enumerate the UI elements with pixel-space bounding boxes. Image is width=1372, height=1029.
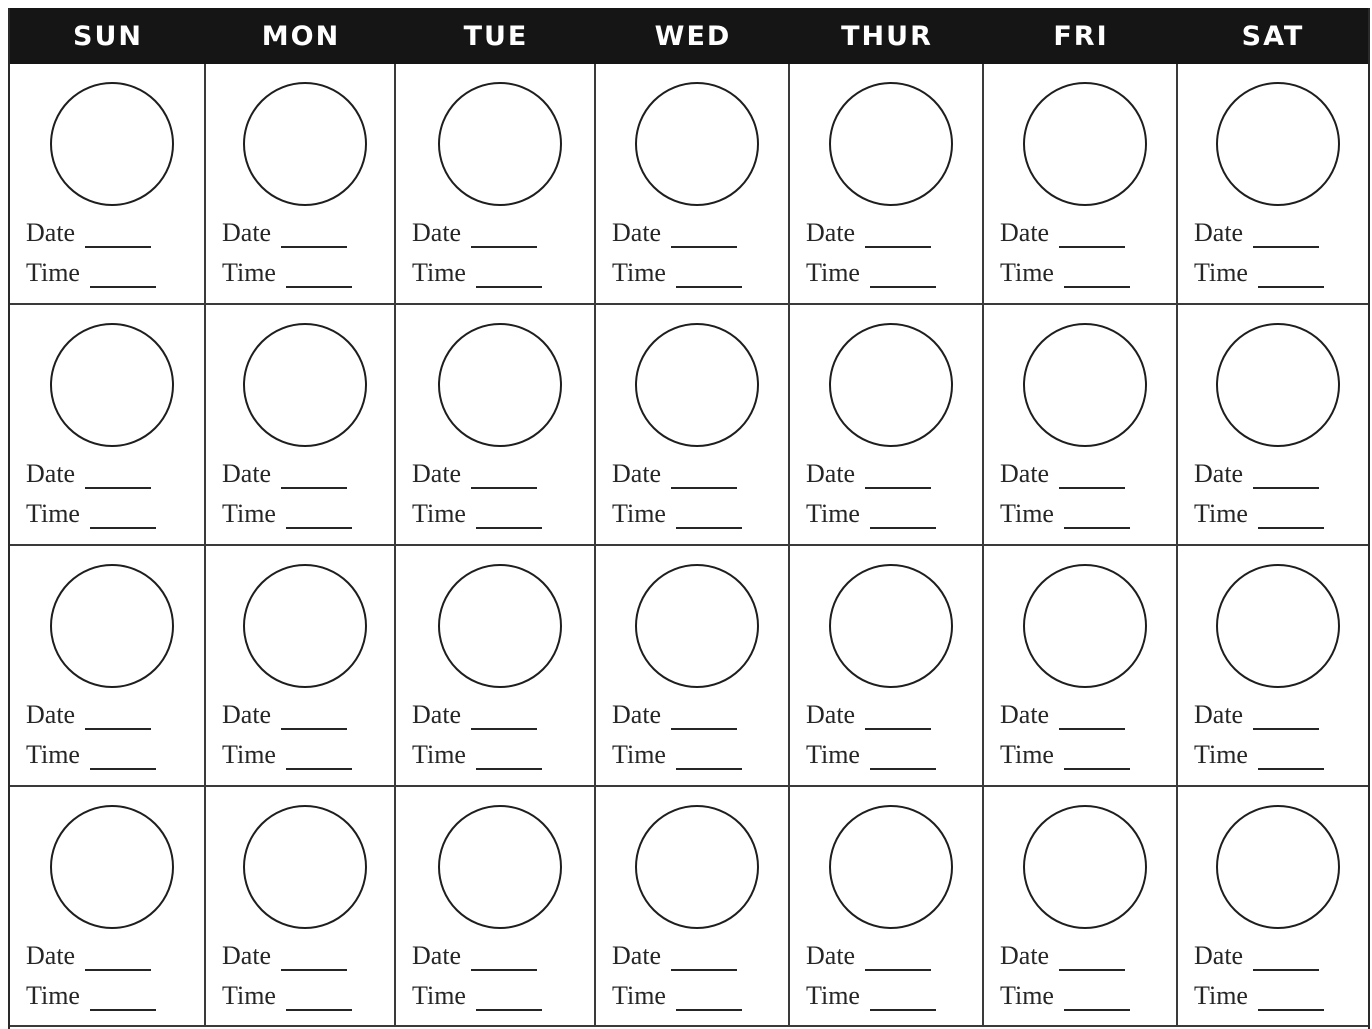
day-header-tue: TUE [463,20,529,52]
date-label: Date [412,700,462,729]
moon-circle[interactable] [50,805,174,929]
moon-circle[interactable] [1216,564,1340,688]
date-label: Date [1000,459,1050,488]
time-label: Time [412,499,466,528]
time-field [806,981,936,1011]
date-blank-line[interactable] [671,222,737,248]
moon-circle[interactable] [438,564,562,688]
date-label: Date [222,459,272,488]
time-blank-line[interactable] [676,985,742,1011]
time-label: Time [222,258,276,287]
moon-circle[interactable] [1023,82,1147,206]
time-field [1000,740,1130,770]
time-field [26,499,156,529]
time-blank-line[interactable] [1064,744,1130,770]
date-label: Date [612,700,662,729]
time-blank-line[interactable] [1064,985,1130,1011]
time-blank-line[interactable] [870,744,936,770]
date-label: Date [1000,941,1050,970]
time-field [1194,258,1324,288]
time-field [26,258,156,288]
date-blank-line[interactable] [281,463,347,489]
time-label: Time [412,258,466,287]
day-cell [206,546,396,787]
date-blank-line[interactable] [1059,945,1125,971]
date-label: Date [612,941,662,970]
moon-circle[interactable] [1023,323,1147,447]
date-blank-line[interactable] [471,704,537,730]
date-label: Date [806,459,856,488]
time-field [612,981,742,1011]
date-blank-line[interactable] [865,945,931,971]
date-blank-line[interactable] [471,463,537,489]
time-label: Time [612,981,666,1010]
time-label: Time [412,981,466,1010]
day-cell [790,787,984,1027]
time-field [222,981,352,1011]
date-field [806,700,931,730]
day-cell [790,64,984,305]
time-label: Time [1000,981,1054,1010]
time-label: Time [612,740,666,769]
time-blank-line[interactable] [1258,985,1324,1011]
moon-circle[interactable] [1216,323,1340,447]
day-header-fri: FRI [1053,20,1109,52]
moon-circle[interactable] [1216,82,1340,206]
moon-phase-calendar [8,8,1370,1029]
time-field [26,981,156,1011]
day-cell [984,787,1178,1027]
time-field [806,740,936,770]
time-blank-line[interactable] [476,503,542,529]
time-label: Time [26,740,80,769]
time-field [222,740,352,770]
date-label: Date [806,700,856,729]
date-blank-line[interactable] [85,945,151,971]
time-blank-line[interactable] [676,262,742,288]
moon-circle[interactable] [50,323,174,447]
date-blank-line[interactable] [281,945,347,971]
date-blank-line[interactable] [1253,463,1319,489]
date-label: Date [412,218,462,247]
date-blank-line[interactable] [1059,222,1125,248]
time-label: Time [1000,740,1054,769]
time-label: Time [1000,258,1054,287]
date-field [1000,218,1125,248]
time-blank-line[interactable] [286,503,352,529]
time-blank-line[interactable] [476,262,542,288]
date-field [222,218,347,248]
time-field [412,499,542,529]
time-blank-line[interactable] [286,744,352,770]
moon-circle[interactable] [635,805,759,929]
date-blank-line[interactable] [85,463,151,489]
calendar-grid [10,64,1368,1027]
date-field [612,218,737,248]
date-field [612,459,737,489]
day-cell [984,305,1178,546]
date-blank-line[interactable] [1059,704,1125,730]
day-cell [1178,787,1368,1027]
date-blank-line[interactable] [1253,704,1319,730]
day-cell [984,64,1178,305]
day-cell [10,546,206,787]
moon-circle[interactable] [635,564,759,688]
day-cell [984,546,1178,787]
date-label: Date [222,700,272,729]
date-label: Date [26,941,76,970]
date-blank-line[interactable] [471,222,537,248]
day-cell [396,546,596,787]
time-blank-line[interactable] [476,744,542,770]
time-blank-line[interactable] [676,744,742,770]
date-blank-line[interactable] [1059,463,1125,489]
day-header-sat: SAT [1241,20,1305,52]
time-blank-line[interactable] [286,985,352,1011]
time-field [1194,499,1324,529]
date-label: Date [1000,700,1050,729]
day-header-wed: WED [654,20,732,52]
day-cell [1178,546,1368,787]
moon-circle[interactable] [438,323,562,447]
time-field [612,258,742,288]
time-blank-line[interactable] [676,503,742,529]
moon-circle[interactable] [243,82,367,206]
time-field [412,258,542,288]
date-blank-line[interactable] [281,704,347,730]
time-blank-line[interactable] [870,262,936,288]
moon-circle[interactable] [50,82,174,206]
time-field [26,740,156,770]
date-blank-line[interactable] [671,463,737,489]
moon-circle[interactable] [438,82,562,206]
day-cell [596,787,790,1027]
time-blank-line[interactable] [1064,503,1130,529]
time-blank-line[interactable] [90,985,156,1011]
date-field [26,941,151,971]
time-label: Time [806,499,860,528]
date-field [412,941,537,971]
date-field [412,459,537,489]
moon-circle[interactable] [829,323,953,447]
day-cell [596,305,790,546]
date-field [26,700,151,730]
date-field [612,700,737,730]
date-field [806,459,931,489]
time-blank-line[interactable] [476,985,542,1011]
date-label: Date [612,459,662,488]
day-cell [790,546,984,787]
moon-circle[interactable] [1023,564,1147,688]
time-field [1194,740,1324,770]
date-blank-line[interactable] [471,945,537,971]
day-cell [396,305,596,546]
date-label: Date [222,941,272,970]
moon-circle[interactable] [243,564,367,688]
date-field [1194,459,1319,489]
time-label: Time [806,258,860,287]
time-blank-line[interactable] [870,503,936,529]
date-blank-line[interactable] [1253,945,1319,971]
date-blank-line[interactable] [865,463,931,489]
day-cell [206,64,396,305]
date-field [1194,700,1319,730]
moon-circle[interactable] [243,805,367,929]
day-cell [1178,64,1368,305]
time-field [412,981,542,1011]
day-cell [206,787,396,1027]
date-field [222,700,347,730]
time-blank-line[interactable] [1258,262,1324,288]
time-field [412,740,542,770]
time-label: Time [222,740,276,769]
date-field [222,941,347,971]
time-blank-line[interactable] [1064,262,1130,288]
time-blank-line[interactable] [1258,503,1324,529]
date-blank-line[interactable] [671,945,737,971]
date-label: Date [412,941,462,970]
time-label: Time [806,740,860,769]
time-field [222,258,352,288]
time-label: Time [1194,740,1248,769]
moon-circle[interactable] [829,564,953,688]
date-blank-line[interactable] [865,222,931,248]
day-header-mon: MON [261,20,341,52]
date-blank-line[interactable] [865,704,931,730]
day-cell [10,305,206,546]
time-label: Time [1194,499,1248,528]
date-field [612,941,737,971]
date-label: Date [1000,218,1050,247]
day-header-sun: SUN [73,20,143,52]
date-blank-line[interactable] [1253,222,1319,248]
time-label: Time [1194,258,1248,287]
day-cell [596,546,790,787]
date-label: Date [26,459,76,488]
moon-circle[interactable] [50,564,174,688]
date-label: Date [612,218,662,247]
date-field [412,218,537,248]
date-field [412,700,537,730]
date-label: Date [806,941,856,970]
day-cell [790,305,984,546]
date-label: Date [1194,459,1244,488]
date-field [222,459,347,489]
day-cell [396,787,596,1027]
time-field [806,258,936,288]
day-cell [10,64,206,305]
date-label: Date [26,218,76,247]
time-label: Time [26,258,80,287]
date-label: Date [1194,941,1244,970]
date-label: Date [1194,700,1244,729]
moon-circle[interactable] [635,323,759,447]
date-label: Date [222,218,272,247]
date-field [26,218,151,248]
time-label: Time [412,740,466,769]
weekday-header [10,8,1368,64]
date-blank-line[interactable] [671,704,737,730]
time-blank-line[interactable] [1258,744,1324,770]
time-field [222,499,352,529]
time-field [1000,981,1130,1011]
date-blank-line[interactable] [85,704,151,730]
day-cell [1178,305,1368,546]
date-field [1194,941,1319,971]
time-field [1194,981,1324,1011]
date-field [1000,941,1125,971]
moon-circle[interactable] [243,323,367,447]
moon-circle[interactable] [1216,805,1340,929]
day-header-thur: THUR [841,20,933,52]
time-blank-line[interactable] [870,985,936,1011]
day-cell [10,787,206,1027]
date-label: Date [412,459,462,488]
date-field [26,459,151,489]
date-blank-line[interactable] [85,222,151,248]
time-label: Time [1194,981,1248,1010]
day-cell [396,64,596,305]
moon-circle[interactable] [829,805,953,929]
date-field [806,218,931,248]
time-label: Time [1000,499,1054,528]
day-cell [206,305,396,546]
time-label: Time [222,499,276,528]
day-cell [596,64,790,305]
time-field [612,499,742,529]
moon-circle[interactable] [829,82,953,206]
date-field [1000,459,1125,489]
time-field [1000,258,1130,288]
moon-circle[interactable] [635,82,759,206]
time-label: Time [612,258,666,287]
time-blank-line[interactable] [90,262,156,288]
time-label: Time [612,499,666,528]
time-field [1000,499,1130,529]
time-label: Time [26,981,80,1010]
moon-circle[interactable] [438,805,562,929]
time-blank-line[interactable] [90,503,156,529]
time-label: Time [222,981,276,1010]
date-label: Date [1194,218,1244,247]
date-field [806,941,931,971]
moon-circle[interactable] [1023,805,1147,929]
time-field [612,740,742,770]
date-label: Date [806,218,856,247]
time-field [806,499,936,529]
time-blank-line[interactable] [286,262,352,288]
time-blank-line[interactable] [90,744,156,770]
time-label: Time [26,499,80,528]
date-field [1194,218,1319,248]
date-blank-line[interactable] [281,222,347,248]
time-label: Time [806,981,860,1010]
date-field [1000,700,1125,730]
date-label: Date [26,700,76,729]
